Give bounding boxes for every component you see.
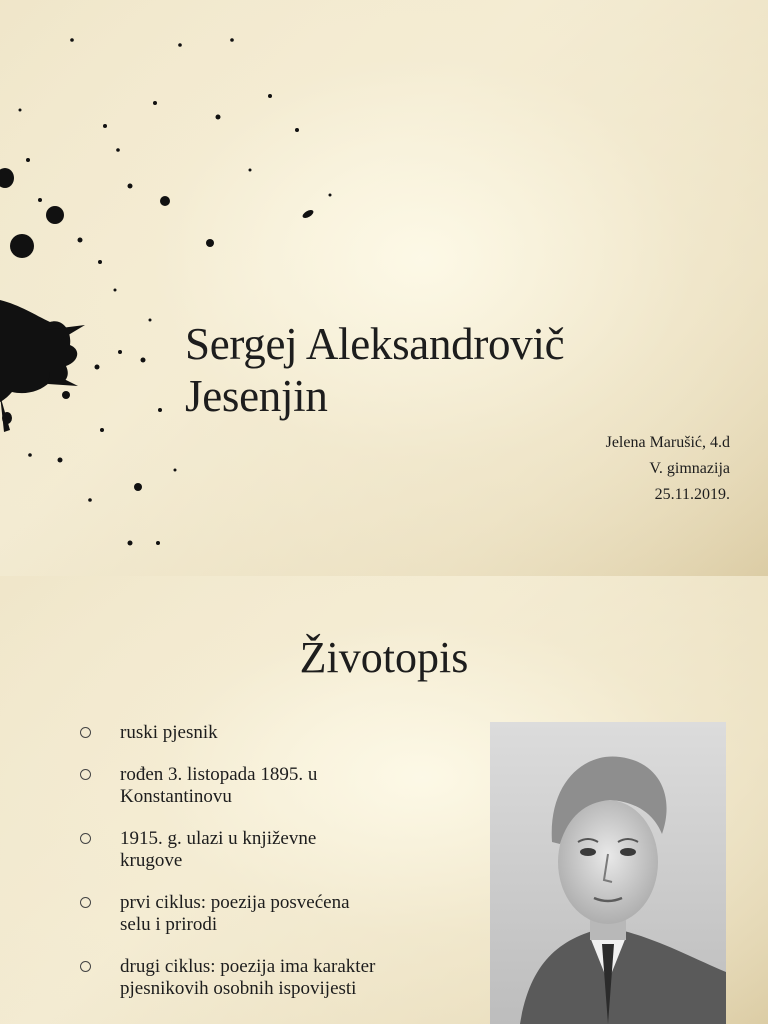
list-item: prvi ciklus: poezija posvećena selu i prirodi — [80, 892, 460, 936]
title-line-1: Sergej Aleksandrovič — [185, 319, 565, 369]
portrait-photo — [490, 722, 726, 1024]
author-name: Jelena Marušić, 4.d — [605, 434, 730, 451]
list-item: drugi ciklus: poezija ima karakter pjesnikovih osobnih ispovijesti — [80, 956, 460, 1000]
portrait-image — [490, 722, 726, 1024]
list-item: 1915. g. ulazi u književne krugove — [80, 828, 460, 872]
title-line-2: Jesenjin — [185, 371, 328, 421]
circle-bullet-icon — [80, 769, 91, 780]
school-name: V. gimnazija — [649, 460, 730, 477]
presentation-title — [185, 318, 564, 422]
list-item: ruski pjesnik — [80, 722, 460, 744]
circle-bullet-icon — [80, 727, 91, 738]
presentation-date: 25.11.2019. — [654, 486, 730, 503]
biography-slide — [0, 576, 768, 1024]
circle-bullet-icon — [80, 833, 91, 844]
list-item: rođen 3. listopada 1895. u Konstantinovu — [80, 764, 460, 808]
slide-title: Životopis — [299, 633, 469, 682]
circle-bullet-icon — [80, 961, 91, 972]
bullet-list — [80, 722, 460, 1020]
ink-splatter-decoration — [0, 0, 360, 576]
presentation-subtitle — [606, 430, 730, 508]
circle-bullet-icon — [80, 897, 91, 908]
